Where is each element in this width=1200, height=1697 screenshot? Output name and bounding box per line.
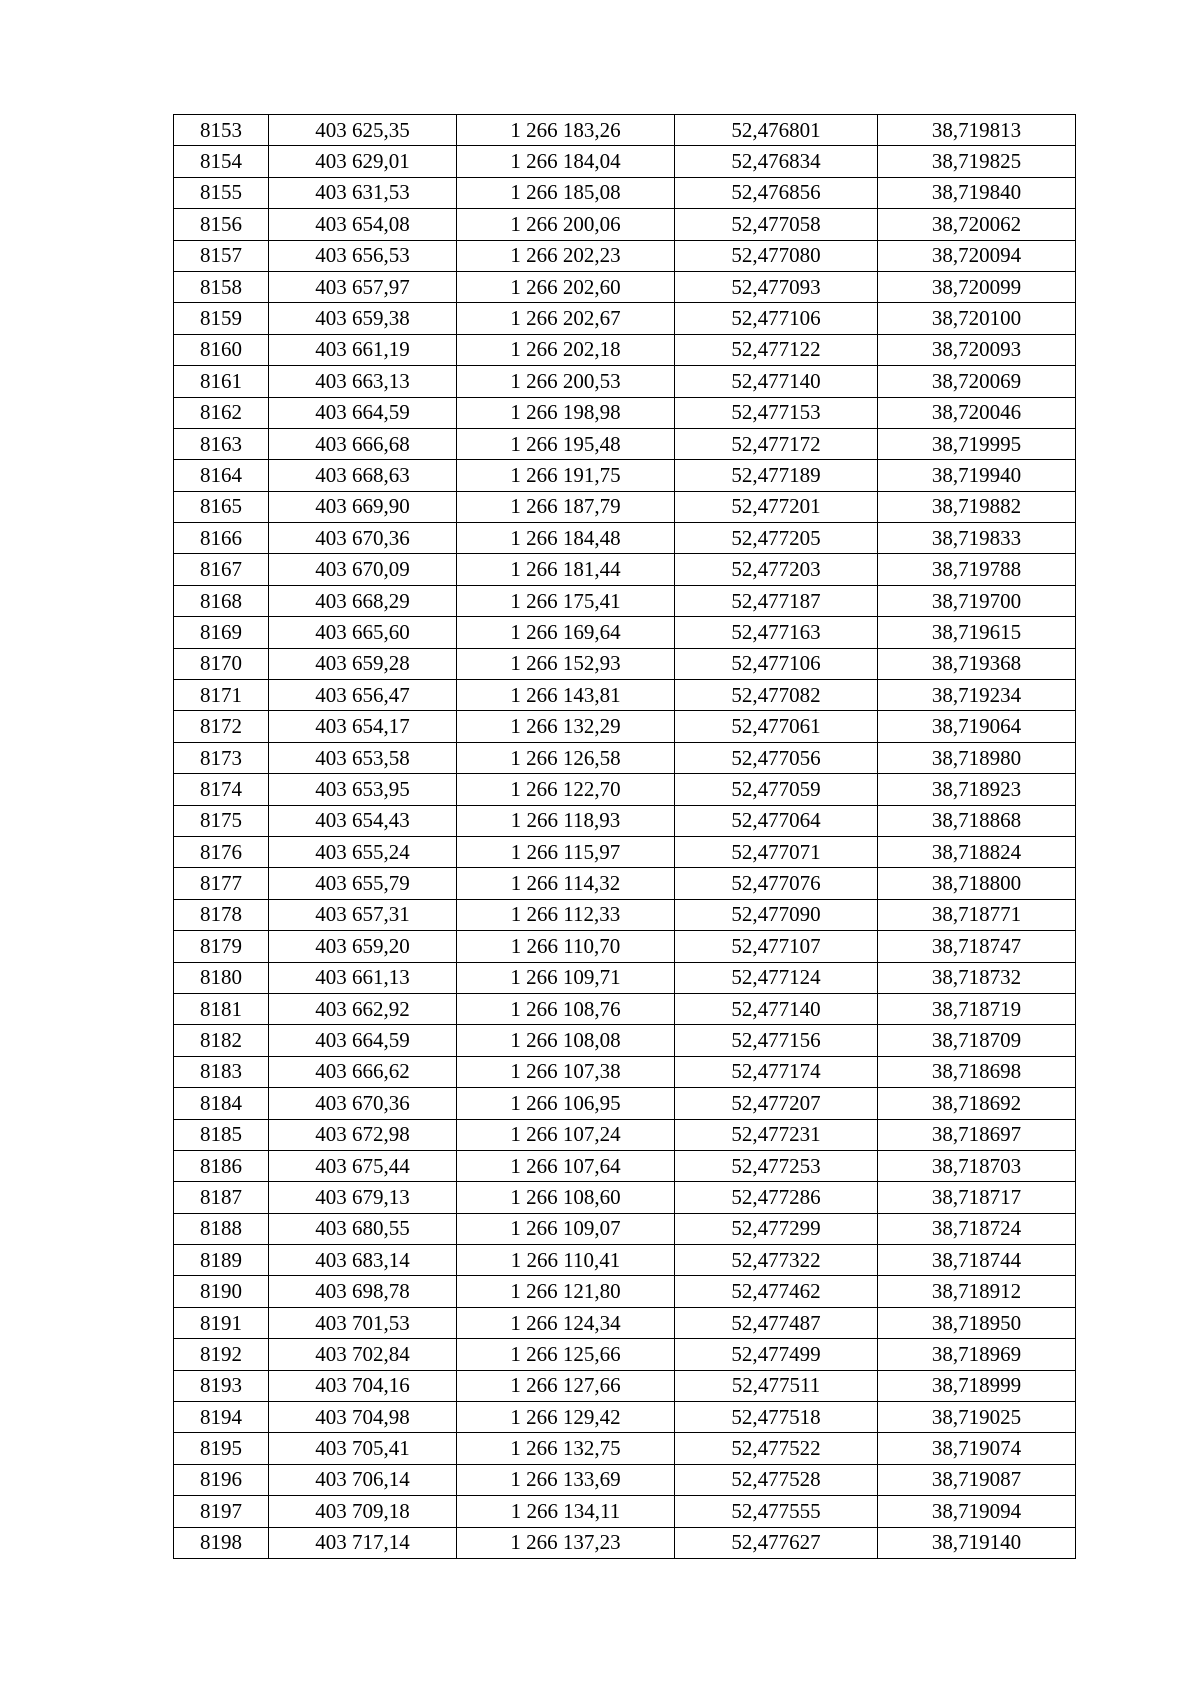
longitude-cell: 38,719234: [878, 680, 1076, 711]
point-number-cell: 8195: [174, 1433, 269, 1464]
x-coordinate-cell: 403 670,36: [269, 1088, 457, 1119]
y-coordinate-cell: 1 266 107,38: [457, 1056, 675, 1087]
x-coordinate-cell: 403 709,18: [269, 1496, 457, 1527]
latitude-cell: 52,477174: [675, 1056, 878, 1087]
latitude-cell: 52,477107: [675, 931, 878, 962]
longitude-cell: 38,718719: [878, 993, 1076, 1024]
table-row: [174, 523, 1076, 554]
point-number-cell: 8174: [174, 774, 269, 805]
longitude-cell: 38,719833: [878, 523, 1076, 554]
y-coordinate-cell: 1 266 109,07: [457, 1213, 675, 1244]
longitude-cell: 38,718697: [878, 1119, 1076, 1150]
longitude-cell: 38,720069: [878, 366, 1076, 397]
x-coordinate-cell: 403 663,13: [269, 366, 457, 397]
latitude-cell: 52,477462: [675, 1276, 878, 1307]
latitude-cell: 52,477172: [675, 428, 878, 459]
table-row: [174, 1213, 1076, 1244]
point-number-cell: 8198: [174, 1527, 269, 1558]
point-number-cell: 8154: [174, 146, 269, 177]
x-coordinate-cell: 403 655,79: [269, 868, 457, 899]
table-row: [174, 1370, 1076, 1401]
table-row: [174, 993, 1076, 1024]
latitude-cell: 52,477253: [675, 1150, 878, 1181]
point-number-cell: 8188: [174, 1213, 269, 1244]
x-coordinate-cell: 403 631,53: [269, 177, 457, 208]
y-coordinate-cell: 1 266 127,66: [457, 1370, 675, 1401]
latitude-cell: 52,477207: [675, 1088, 878, 1119]
x-coordinate-cell: 403 654,17: [269, 711, 457, 742]
y-coordinate-cell: 1 266 184,04: [457, 146, 675, 177]
latitude-cell: 52,477082: [675, 680, 878, 711]
table-row: [174, 617, 1076, 648]
y-coordinate-cell: 1 266 115,97: [457, 836, 675, 867]
point-number-cell: 8180: [174, 962, 269, 993]
x-coordinate-cell: 403 675,44: [269, 1150, 457, 1181]
y-coordinate-cell: 1 266 107,64: [457, 1150, 675, 1181]
table-row: [174, 366, 1076, 397]
longitude-cell: 38,719087: [878, 1464, 1076, 1495]
longitude-cell: 38,719788: [878, 554, 1076, 585]
latitude-cell: 52,477627: [675, 1527, 878, 1558]
point-number-cell: 8179: [174, 931, 269, 962]
point-number-cell: 8169: [174, 617, 269, 648]
x-coordinate-cell: 403 654,08: [269, 209, 457, 240]
x-coordinate-cell: 403 668,29: [269, 585, 457, 616]
longitude-cell: 38,718744: [878, 1245, 1076, 1276]
longitude-cell: 38,720094: [878, 240, 1076, 271]
y-coordinate-cell: 1 266 202,60: [457, 271, 675, 302]
latitude-cell: 52,477322: [675, 1245, 878, 1276]
point-number-cell: 8178: [174, 899, 269, 930]
table-row: [174, 554, 1076, 585]
table-row: [174, 1307, 1076, 1338]
y-coordinate-cell: 1 266 125,66: [457, 1339, 675, 1370]
longitude-cell: 38,719882: [878, 491, 1076, 522]
latitude-cell: 52,476834: [675, 146, 878, 177]
latitude-cell: 52,477071: [675, 836, 878, 867]
longitude-cell: 38,718824: [878, 836, 1076, 867]
table-row: [174, 1464, 1076, 1495]
table-row: [174, 1527, 1076, 1558]
latitude-cell: 52,477286: [675, 1182, 878, 1213]
table-row: [174, 1150, 1076, 1181]
coordinates-table: [173, 114, 1076, 1559]
y-coordinate-cell: 1 266 169,64: [457, 617, 675, 648]
table-row: [174, 962, 1076, 993]
y-coordinate-cell: 1 266 122,70: [457, 774, 675, 805]
table-row: [174, 680, 1076, 711]
y-coordinate-cell: 1 266 183,26: [457, 115, 675, 146]
longitude-cell: 38,718698: [878, 1056, 1076, 1087]
y-coordinate-cell: 1 266 121,80: [457, 1276, 675, 1307]
x-coordinate-cell: 403 653,58: [269, 742, 457, 773]
latitude-cell: 52,477058: [675, 209, 878, 240]
longitude-cell: 38,720099: [878, 271, 1076, 302]
latitude-cell: 52,477093: [675, 271, 878, 302]
x-coordinate-cell: 403 670,36: [269, 523, 457, 554]
point-number-cell: 8160: [174, 334, 269, 365]
table-row: [174, 1276, 1076, 1307]
x-coordinate-cell: 403 701,53: [269, 1307, 457, 1338]
point-number-cell: 8157: [174, 240, 269, 271]
y-coordinate-cell: 1 266 200,06: [457, 209, 675, 240]
table-row: [174, 209, 1076, 240]
longitude-cell: 38,718709: [878, 1025, 1076, 1056]
point-number-cell: 8194: [174, 1402, 269, 1433]
latitude-cell: 52,477064: [675, 805, 878, 836]
longitude-cell: 38,718692: [878, 1088, 1076, 1119]
y-coordinate-cell: 1 266 202,18: [457, 334, 675, 365]
y-coordinate-cell: 1 266 181,44: [457, 554, 675, 585]
latitude-cell: 52,477555: [675, 1496, 878, 1527]
point-number-cell: 8170: [174, 648, 269, 679]
table-row: [174, 774, 1076, 805]
latitude-cell: 52,477511: [675, 1370, 878, 1401]
y-coordinate-cell: 1 266 198,98: [457, 397, 675, 428]
latitude-cell: 52,477189: [675, 460, 878, 491]
latitude-cell: 52,477528: [675, 1464, 878, 1495]
latitude-cell: 52,477106: [675, 303, 878, 334]
latitude-cell: 52,477499: [675, 1339, 878, 1370]
y-coordinate-cell: 1 266 126,58: [457, 742, 675, 773]
table-row: [174, 271, 1076, 302]
x-coordinate-cell: 403 661,19: [269, 334, 457, 365]
x-coordinate-cell: 403 653,95: [269, 774, 457, 805]
longitude-cell: 38,719615: [878, 617, 1076, 648]
latitude-cell: 52,476801: [675, 115, 878, 146]
latitude-cell: 52,477187: [675, 585, 878, 616]
point-number-cell: 8187: [174, 1182, 269, 1213]
y-coordinate-cell: 1 266 134,11: [457, 1496, 675, 1527]
longitude-cell: 38,719025: [878, 1402, 1076, 1433]
x-coordinate-cell: 403 717,14: [269, 1527, 457, 1558]
longitude-cell: 38,718969: [878, 1339, 1076, 1370]
latitude-cell: 52,477163: [675, 617, 878, 648]
point-number-cell: 8167: [174, 554, 269, 585]
table-row: [174, 460, 1076, 491]
longitude-cell: 38,719813: [878, 115, 1076, 146]
longitude-cell: 38,718999: [878, 1370, 1076, 1401]
x-coordinate-cell: 403 655,24: [269, 836, 457, 867]
table-row: [174, 146, 1076, 177]
y-coordinate-cell: 1 266 112,33: [457, 899, 675, 930]
table-row: [174, 585, 1076, 616]
table-row: [174, 334, 1076, 365]
latitude-cell: 52,477153: [675, 397, 878, 428]
x-coordinate-cell: 403 702,84: [269, 1339, 457, 1370]
x-coordinate-cell: 403 670,09: [269, 554, 457, 585]
y-coordinate-cell: 1 266 114,32: [457, 868, 675, 899]
table-row: [174, 397, 1076, 428]
point-number-cell: 8172: [174, 711, 269, 742]
latitude-cell: 52,477059: [675, 774, 878, 805]
longitude-cell: 38,718912: [878, 1276, 1076, 1307]
point-number-cell: 8165: [174, 491, 269, 522]
latitude-cell: 52,477201: [675, 491, 878, 522]
point-number-cell: 8193: [174, 1370, 269, 1401]
y-coordinate-cell: 1 266 143,81: [457, 680, 675, 711]
table-row: [174, 1245, 1076, 1276]
y-coordinate-cell: 1 266 185,08: [457, 177, 675, 208]
point-number-cell: 8192: [174, 1339, 269, 1370]
table-row: [174, 836, 1076, 867]
point-number-cell: 8181: [174, 993, 269, 1024]
longitude-cell: 38,718703: [878, 1150, 1076, 1181]
y-coordinate-cell: 1 266 132,75: [457, 1433, 675, 1464]
point-number-cell: 8183: [174, 1056, 269, 1087]
longitude-cell: 38,719995: [878, 428, 1076, 459]
latitude-cell: 52,477522: [675, 1433, 878, 1464]
x-coordinate-cell: 403 704,98: [269, 1402, 457, 1433]
table-row: [174, 491, 1076, 522]
longitude-cell: 38,718732: [878, 962, 1076, 993]
y-coordinate-cell: 1 266 108,08: [457, 1025, 675, 1056]
longitude-cell: 38,718800: [878, 868, 1076, 899]
longitude-cell: 38,720100: [878, 303, 1076, 334]
latitude-cell: 52,477056: [675, 742, 878, 773]
x-coordinate-cell: 403 704,16: [269, 1370, 457, 1401]
y-coordinate-cell: 1 266 202,23: [457, 240, 675, 271]
point-number-cell: 8186: [174, 1150, 269, 1181]
y-coordinate-cell: 1 266 129,42: [457, 1402, 675, 1433]
longitude-cell: 38,719368: [878, 648, 1076, 679]
y-coordinate-cell: 1 266 108,76: [457, 993, 675, 1024]
point-number-cell: 8185: [174, 1119, 269, 1150]
latitude-cell: 52,477061: [675, 711, 878, 742]
longitude-cell: 38,718950: [878, 1307, 1076, 1338]
table-row: [174, 868, 1076, 899]
longitude-cell: 38,719094: [878, 1496, 1076, 1527]
longitude-cell: 38,718923: [878, 774, 1076, 805]
point-number-cell: 8189: [174, 1245, 269, 1276]
point-number-cell: 8153: [174, 115, 269, 146]
latitude-cell: 52,477124: [675, 962, 878, 993]
y-coordinate-cell: 1 266 106,95: [457, 1088, 675, 1119]
longitude-cell: 38,718771: [878, 899, 1076, 930]
table-row: [174, 711, 1076, 742]
longitude-cell: 38,720046: [878, 397, 1076, 428]
latitude-cell: 52,477156: [675, 1025, 878, 1056]
x-coordinate-cell: 403 672,98: [269, 1119, 457, 1150]
table-row: [174, 1119, 1076, 1150]
point-number-cell: 8184: [174, 1088, 269, 1119]
point-number-cell: 8156: [174, 209, 269, 240]
longitude-cell: 38,718717: [878, 1182, 1076, 1213]
y-coordinate-cell: 1 266 200,53: [457, 366, 675, 397]
point-number-cell: 8163: [174, 428, 269, 459]
longitude-cell: 38,718980: [878, 742, 1076, 773]
y-coordinate-cell: 1 266 109,71: [457, 962, 675, 993]
point-number-cell: 8164: [174, 460, 269, 491]
y-coordinate-cell: 1 266 152,93: [457, 648, 675, 679]
table-row: [174, 648, 1076, 679]
y-coordinate-cell: 1 266 132,29: [457, 711, 675, 742]
table-row: [174, 805, 1076, 836]
point-number-cell: 8155: [174, 177, 269, 208]
longitude-cell: 38,719074: [878, 1433, 1076, 1464]
x-coordinate-cell: 403 659,20: [269, 931, 457, 962]
point-number-cell: 8175: [174, 805, 269, 836]
y-coordinate-cell: 1 266 191,75: [457, 460, 675, 491]
x-coordinate-cell: 403 654,43: [269, 805, 457, 836]
latitude-cell: 52,476856: [675, 177, 878, 208]
x-coordinate-cell: 403 679,13: [269, 1182, 457, 1213]
table-row: [174, 1433, 1076, 1464]
table-row: [174, 428, 1076, 459]
table-row: [174, 899, 1076, 930]
y-coordinate-cell: 1 266 124,34: [457, 1307, 675, 1338]
longitude-cell: 38,719140: [878, 1527, 1076, 1558]
y-coordinate-cell: 1 266 118,93: [457, 805, 675, 836]
latitude-cell: 52,477231: [675, 1119, 878, 1150]
latitude-cell: 52,477140: [675, 993, 878, 1024]
point-number-cell: 8190: [174, 1276, 269, 1307]
longitude-cell: 38,720062: [878, 209, 1076, 240]
point-number-cell: 8176: [174, 836, 269, 867]
latitude-cell: 52,477122: [675, 334, 878, 365]
latitude-cell: 52,477518: [675, 1402, 878, 1433]
x-coordinate-cell: 403 659,28: [269, 648, 457, 679]
table-row: [174, 931, 1076, 962]
x-coordinate-cell: 403 659,38: [269, 303, 457, 334]
latitude-cell: 52,477205: [675, 523, 878, 554]
point-number-cell: 8158: [174, 271, 269, 302]
x-coordinate-cell: 403 629,01: [269, 146, 457, 177]
table-row: [174, 1402, 1076, 1433]
x-coordinate-cell: 403 656,53: [269, 240, 457, 271]
longitude-cell: 38,719700: [878, 585, 1076, 616]
x-coordinate-cell: 403 656,47: [269, 680, 457, 711]
x-coordinate-cell: 403 683,14: [269, 1245, 457, 1276]
longitude-cell: 38,719840: [878, 177, 1076, 208]
x-coordinate-cell: 403 680,55: [269, 1213, 457, 1244]
point-number-cell: 8159: [174, 303, 269, 334]
point-number-cell: 8177: [174, 868, 269, 899]
longitude-cell: 38,718724: [878, 1213, 1076, 1244]
x-coordinate-cell: 403 698,78: [269, 1276, 457, 1307]
x-coordinate-cell: 403 668,63: [269, 460, 457, 491]
y-coordinate-cell: 1 266 108,60: [457, 1182, 675, 1213]
point-number-cell: 8166: [174, 523, 269, 554]
longitude-cell: 38,719064: [878, 711, 1076, 742]
latitude-cell: 52,477090: [675, 899, 878, 930]
y-coordinate-cell: 1 266 110,41: [457, 1245, 675, 1276]
table-row: [174, 1182, 1076, 1213]
table-row: [174, 303, 1076, 334]
longitude-cell: 38,720093: [878, 334, 1076, 365]
longitude-cell: 38,718747: [878, 931, 1076, 962]
y-coordinate-cell: 1 266 107,24: [457, 1119, 675, 1150]
x-coordinate-cell: 403 661,13: [269, 962, 457, 993]
x-coordinate-cell: 403 665,60: [269, 617, 457, 648]
x-coordinate-cell: 403 657,31: [269, 899, 457, 930]
table-row: [174, 1339, 1076, 1370]
latitude-cell: 52,477203: [675, 554, 878, 585]
point-number-cell: 8182: [174, 1025, 269, 1056]
longitude-cell: 38,719825: [878, 146, 1076, 177]
table-row: [174, 1088, 1076, 1119]
latitude-cell: 52,477299: [675, 1213, 878, 1244]
x-coordinate-cell: 403 669,90: [269, 491, 457, 522]
longitude-cell: 38,719940: [878, 460, 1076, 491]
y-coordinate-cell: 1 266 187,79: [457, 491, 675, 522]
y-coordinate-cell: 1 266 184,48: [457, 523, 675, 554]
x-coordinate-cell: 403 662,92: [269, 993, 457, 1024]
point-number-cell: 8191: [174, 1307, 269, 1338]
table-row: [174, 1056, 1076, 1087]
y-coordinate-cell: 1 266 133,69: [457, 1464, 675, 1495]
table-row: [174, 115, 1076, 146]
y-coordinate-cell: 1 266 137,23: [457, 1527, 675, 1558]
latitude-cell: 52,477106: [675, 648, 878, 679]
latitude-cell: 52,477140: [675, 366, 878, 397]
x-coordinate-cell: 403 625,35: [269, 115, 457, 146]
x-coordinate-cell: 403 664,59: [269, 397, 457, 428]
x-coordinate-cell: 403 664,59: [269, 1025, 457, 1056]
x-coordinate-cell: 403 706,14: [269, 1464, 457, 1495]
table-row: [174, 742, 1076, 773]
y-coordinate-cell: 1 266 195,48: [457, 428, 675, 459]
table-row: [174, 1025, 1076, 1056]
point-number-cell: 8162: [174, 397, 269, 428]
y-coordinate-cell: 1 266 202,67: [457, 303, 675, 334]
table-row: [174, 177, 1076, 208]
point-number-cell: 8173: [174, 742, 269, 773]
x-coordinate-cell: 403 666,62: [269, 1056, 457, 1087]
point-number-cell: 8161: [174, 366, 269, 397]
longitude-cell: 38,718868: [878, 805, 1076, 836]
latitude-cell: 52,477076: [675, 868, 878, 899]
point-number-cell: 8168: [174, 585, 269, 616]
x-coordinate-cell: 403 705,41: [269, 1433, 457, 1464]
x-coordinate-cell: 403 657,97: [269, 271, 457, 302]
x-coordinate-cell: 403 666,68: [269, 428, 457, 459]
point-number-cell: 8197: [174, 1496, 269, 1527]
point-number-cell: 8171: [174, 680, 269, 711]
point-number-cell: 8196: [174, 1464, 269, 1495]
latitude-cell: 52,477487: [675, 1307, 878, 1338]
y-coordinate-cell: 1 266 110,70: [457, 931, 675, 962]
coordinates-table-body: [174, 115, 1076, 1559]
latitude-cell: 52,477080: [675, 240, 878, 271]
table-row: [174, 240, 1076, 271]
y-coordinate-cell: 1 266 175,41: [457, 585, 675, 616]
table-row: [174, 1496, 1076, 1527]
